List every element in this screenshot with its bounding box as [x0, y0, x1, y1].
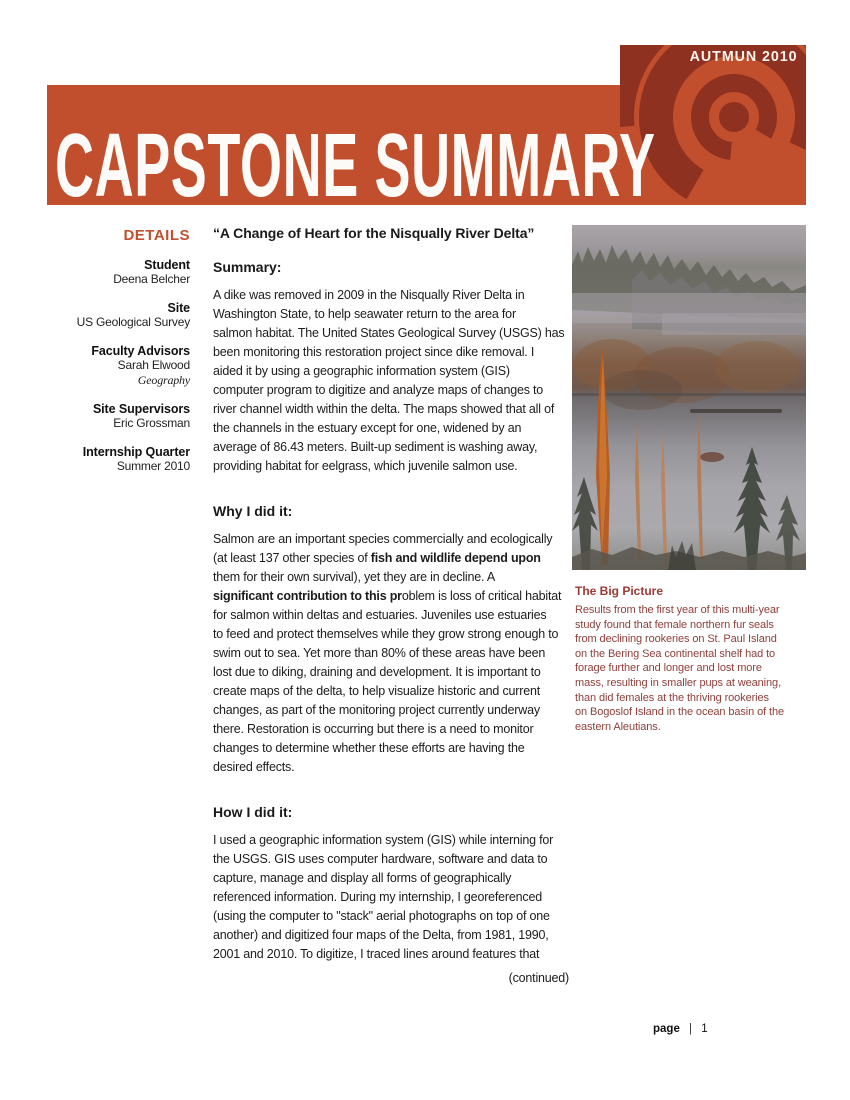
- section-paragraph: Salmon are an important species commercially and ecologically (at least 137 other species of fish and wildlife depend upon them for their own survival), yet they are in decline. A significant contribution to this problem is loss of critical habitat for salmon within deltas and estuaries. Juveniles use estuaries to feed and protect themselves while they grow strong enough to swim out to sea. Yet more than 80% of these areas have been lost due to diking, draining and development. It is important to create maps of the delta, to help visualize historic and current changes, as part of the monitoring project currently underway there. Restoration is occurring but there is a need to monitor changes to determine whether these efforts are having the desired effects.: [213, 532, 562, 774]
- details-entries: [45, 258, 190, 474]
- details-entry-value: Sarah Elwood: [117, 358, 190, 372]
- article-sections: [213, 259, 569, 964]
- masthead-title: CAPSTONE SUMMARY: [55, 116, 656, 216]
- section-heading: Why I did it:: [213, 503, 293, 519]
- section-paragraph: I used a geographic information system (GIS) while interning for the USGS. GIS uses computer hardware, software and data to capture, manage and display all forms of geographically referenced information. During my internship, I georeferenced (using the computer to "stack" aerial photographs on top of one another) and digitized four maps of the Delta, from 1981, 1990, 2001 and 2010. To digitize, I traced lines around features that: [213, 833, 554, 961]
- details-entry-label: Faculty Advisors: [91, 344, 190, 358]
- details-entry-value: Deena Belcher: [113, 272, 190, 286]
- estuary-photo: [572, 225, 806, 570]
- details-entry-value: Eric Grossman: [113, 416, 190, 430]
- article-section: [213, 503, 569, 777]
- article-section: [213, 804, 569, 964]
- big-picture-caption: [575, 584, 805, 734]
- details-entry: [45, 402, 190, 431]
- section-heading: How I did it:: [213, 804, 293, 820]
- page-number-value: 1: [701, 1023, 708, 1035]
- details-sidebar: [45, 227, 190, 474]
- page-label: page: [653, 1023, 680, 1035]
- details-entry-label: Student: [144, 258, 190, 272]
- caption-body: Results from the first year of this multi-year study found that female northern fur seals from declining rookeries on St. Paul Island on the Bering Sea continental shelf had to forage further and longer and lost more mass, resulting in smaller pups at weaning, than did females at the thriving rookeries on Bogoslof Island in the ocean basin of the eastern Aleutians.: [575, 604, 785, 733]
- details-entry: [45, 445, 190, 474]
- details-entry-label: Internship Quarter: [82, 445, 190, 459]
- details-entry: [45, 301, 190, 330]
- details-entry: [45, 344, 190, 388]
- details-entry-value: Summer 2010: [116, 459, 190, 473]
- continued-note: (continued): [508, 971, 569, 985]
- details-entry: [45, 258, 190, 287]
- article-section: [213, 259, 569, 476]
- details-entry-label: Site: [167, 301, 190, 315]
- details-entry-label: Site Supervisors: [92, 402, 190, 416]
- section-paragraph: A dike was removed in 2009 in the Nisqually River Delta in Washington State, to help seawater return to the area for salmon habitat. The United States Geological Survey (USGS) has been monitoring this restoration project since dike removal. I aided it by using a geographic information system (GIS) computer program to digitize and analyze maps of changes to river channel width within the delta. The maps showed that all of the channels in the estuary except for one, widened by an average of 86.43 meters. Built-up sediment is washing away, providing habitat for eelgrass, which juvenile salmon use.: [213, 288, 565, 473]
- page-number: [653, 1023, 708, 1035]
- details-entry-value: Geography: [137, 373, 190, 387]
- details-heading: DETAILS: [123, 227, 190, 244]
- issue-label: AUTMUN 2010: [690, 48, 798, 65]
- details-entry-value: US Geological Survey: [76, 315, 190, 329]
- article-title: “A Change of Heart for the Nisqually River Delta”: [213, 225, 535, 241]
- section-heading: Summary:: [213, 259, 282, 275]
- article-column: [213, 225, 569, 985]
- page-separator: |: [689, 1023, 693, 1035]
- caption-heading: The Big Picture: [575, 584, 664, 598]
- estuary-photo-image: [572, 225, 806, 570]
